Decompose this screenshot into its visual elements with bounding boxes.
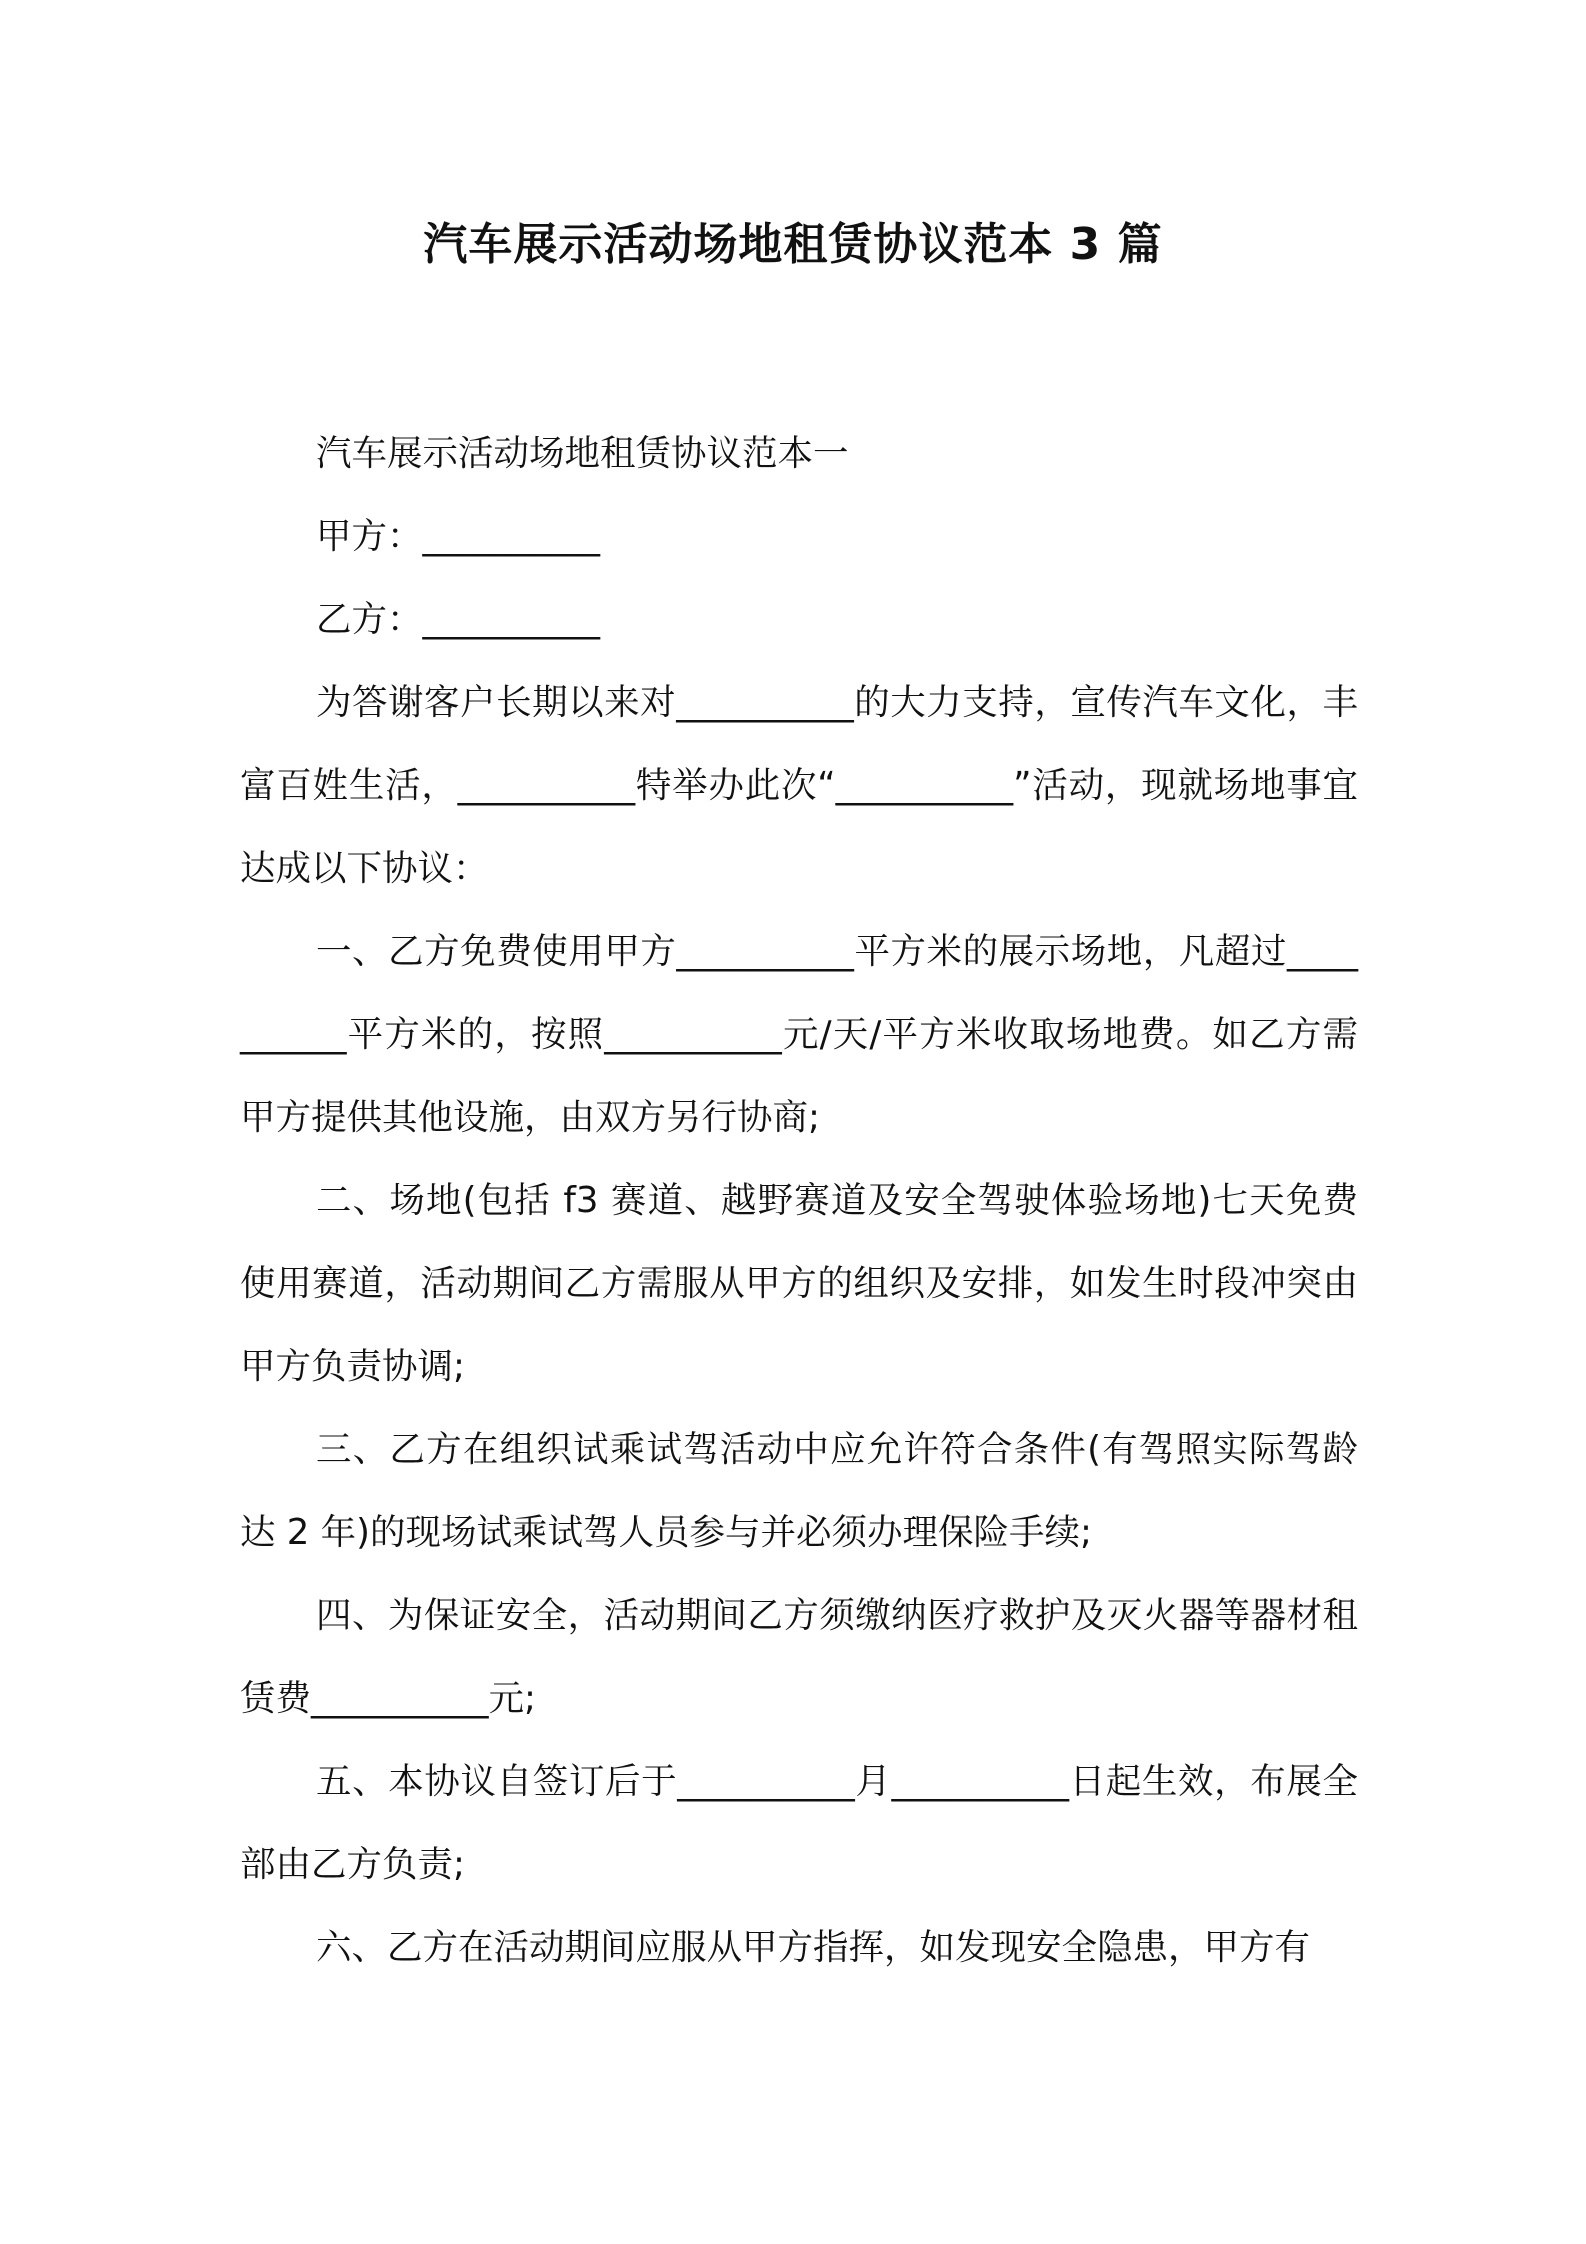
clause-4: 四、为保证安全，活动期间乙方须缴纳医疗救护及灭火器等器材租赁费__________元; [240, 1595, 1358, 1719]
clause-1: 一、乙方免费使用甲方__________平方米的展示场地，凡超过__________平方米的，按照__________元/天/平方米收取场地费。如乙方需甲方提供其他设施，由双方另行协商; [240, 931, 1358, 1138]
clause-6: 六、乙方在活动期间应服从甲方指挥，如发现安全隐患，甲方有 [316, 1927, 1311, 1968]
clause-5: 五、本协议自签订后于__________月__________日起生效，布展全部由乙方负责; [240, 1761, 1358, 1885]
preamble-paragraph: 为答谢客户长期以来对__________的大力支持，宣传汽车文化，丰富百姓生活，__________特举办此次“__________”活动，现就场地事宜达成以下协议： [240, 682, 1358, 889]
party-b-line: 乙方：__________ [316, 599, 601, 640]
party-a-line: 甲方：__________ [316, 516, 601, 557]
document-title: 汽车展示活动场地租赁协议范本 3 篇 [423, 219, 1163, 270]
clause-2: 二、场地(包括 f3 赛道、越野赛道及安全驾驶体验场地)七天免费使用赛道，活动期间乙方需服从甲方的组织及安排，如发生时段冲突由甲方负责协调; [240, 1180, 1358, 1387]
clause-3: 三、乙方在组织试乘试驾活动中应允许符合条件(有驾照实际驾龄达 2 年)的现场试乘试驾人员参与并必须办理保险手续; [240, 1429, 1358, 1553]
section-heading: 汽车展示活动场地租赁协议范本一 [316, 433, 849, 474]
document-body [240, 412, 1358, 1989]
